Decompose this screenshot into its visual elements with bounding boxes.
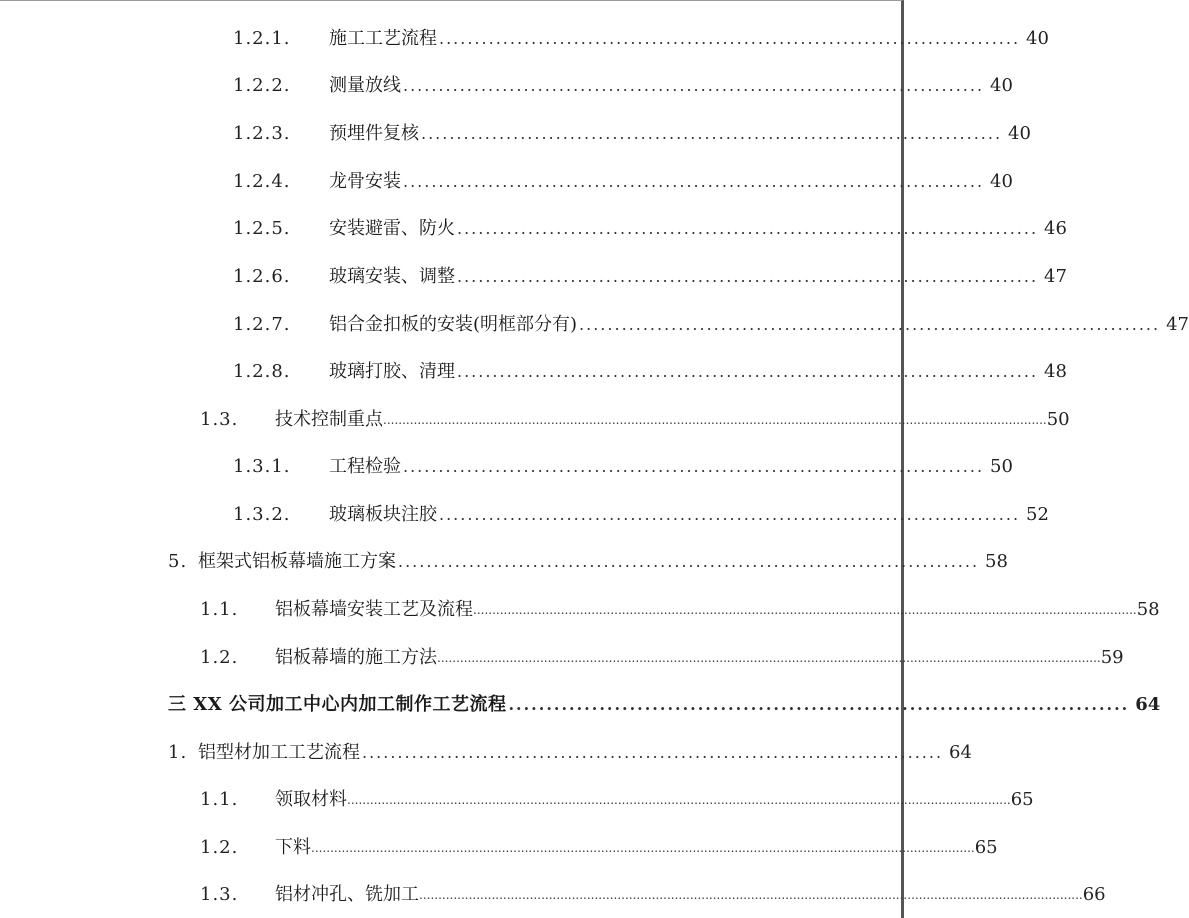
toc-number: 1.2.3. bbox=[233, 123, 291, 144]
toc-title: 测量放线 bbox=[329, 75, 401, 96]
toc-number: 1.2.6. bbox=[233, 266, 291, 287]
toc-leader-dots: .................................................................................. bbox=[457, 267, 1039, 286]
toc-leader-dots: .............................................................................................................................................................................. bbox=[419, 888, 1083, 902]
toc-leader-dots: .............................................................................................................................................................................. bbox=[473, 603, 1137, 617]
toc-title: 铝板幕墙安装工艺及流程 bbox=[275, 599, 473, 620]
toc-page-number: 58 bbox=[985, 551, 1008, 572]
toc-entry[interactable] bbox=[233, 452, 1013, 482]
toc-page-number: 40 bbox=[1026, 28, 1049, 49]
toc-leader-dots: .................................................................................. bbox=[439, 29, 1021, 48]
toc-page-number: 50 bbox=[1046, 409, 1070, 430]
toc-leader-dots: .................................................................................. bbox=[403, 76, 985, 95]
toc-title: 铝合金扣板的安装(明框部分有) bbox=[329, 314, 578, 335]
toc-page-number: 47 bbox=[1166, 314, 1189, 335]
toc-page-number: 65 bbox=[1010, 789, 1034, 810]
toc-page-number: 64 bbox=[949, 742, 972, 763]
toc-title: 三 XX 公司加工中心内加工制作工艺流程 bbox=[168, 694, 507, 715]
toc-leader-dots: .................................................................................. bbox=[508, 695, 1130, 714]
toc-title: 技术控制重点 bbox=[275, 409, 383, 430]
toc-page-number: 46 bbox=[1044, 218, 1067, 239]
toc-entry-heading[interactable] bbox=[168, 690, 1161, 720]
toc-entry[interactable] bbox=[233, 214, 1067, 244]
toc-title: 玻璃安装、调整 bbox=[329, 266, 455, 287]
toc-title: 下料 bbox=[275, 837, 311, 858]
toc-leader-dots: .................................................................................. bbox=[403, 172, 985, 191]
toc-entry[interactable] bbox=[233, 167, 1013, 197]
toc-leader-dots: .................................................................................. bbox=[457, 362, 1039, 381]
toc-title: 框架式铝板幕墙施工方案 bbox=[198, 551, 396, 572]
toc-entry[interactable] bbox=[200, 880, 1106, 910]
toc-number: 1.2.4. bbox=[233, 171, 291, 192]
toc-title: 领取材料 bbox=[275, 789, 347, 810]
toc-title: 工程检验 bbox=[329, 456, 401, 477]
toc-leader-dots: .................................................................................. bbox=[398, 552, 980, 571]
toc-page-number: 47 bbox=[1044, 266, 1067, 287]
toc-number: 1.2.7. bbox=[233, 314, 291, 335]
toc-number: 1.1. bbox=[200, 789, 239, 810]
toc-number: 1.2. bbox=[200, 837, 239, 858]
toc-number: 1.2.5. bbox=[233, 218, 291, 239]
toc-page-number: 40 bbox=[990, 171, 1013, 192]
toc-page-number: 66 bbox=[1082, 884, 1106, 905]
toc-leader-dots: .................................................................................. bbox=[439, 505, 1021, 524]
toc-leader-dots: .................................................................................. bbox=[362, 743, 944, 762]
toc-page-number: 58 bbox=[1136, 599, 1160, 620]
toc-number: 1.3. bbox=[200, 409, 239, 430]
toc-number: 1.3.2. bbox=[233, 504, 291, 525]
toc-title: 玻璃打胶、清理 bbox=[329, 361, 455, 382]
toc-number: 1.2. bbox=[200, 647, 239, 668]
toc-entry[interactable] bbox=[233, 262, 1067, 292]
toc-leader-dots: .............................................................................................................................................................................. bbox=[311, 841, 975, 855]
toc-number: 1.2.1. bbox=[233, 28, 291, 49]
toc-entry[interactable] bbox=[168, 738, 972, 768]
toc-number: 5. bbox=[168, 551, 188, 572]
toc-entry[interactable] bbox=[168, 547, 1008, 577]
toc-leader-dots: .................................................................................. bbox=[579, 315, 1161, 334]
toc-leader-dots: .............................................................................................................................................................................. bbox=[383, 413, 1047, 427]
toc-page-number: 64 bbox=[1135, 694, 1161, 715]
toc-title: 铝材冲孔、铣加工 bbox=[275, 884, 419, 905]
toc-entry[interactable] bbox=[200, 595, 1160, 625]
toc-title: 铝型材加工工艺流程 bbox=[198, 742, 360, 763]
toc-leader-dots: .............................................................................................................................................................................. bbox=[347, 793, 1011, 807]
toc-leader-dots: .................................................................................. bbox=[457, 219, 1039, 238]
toc-title: 铝板幕墙的施工方法 bbox=[275, 647, 437, 668]
toc-number: 1.3. bbox=[200, 884, 239, 905]
toc-page-number: 50 bbox=[990, 456, 1013, 477]
toc-entry[interactable] bbox=[200, 643, 1124, 673]
toc-entry[interactable] bbox=[233, 310, 1189, 340]
toc-leader-dots: .............................................................................................................................................................................. bbox=[437, 651, 1101, 665]
toc-number: 1. bbox=[168, 742, 188, 763]
toc-number: 1.2.8. bbox=[233, 361, 291, 382]
toc-entry[interactable] bbox=[233, 71, 1013, 101]
toc-number: 1.2.2. bbox=[233, 75, 291, 96]
toc-number: 1.3.1. bbox=[233, 456, 291, 477]
toc-page-number: 40 bbox=[990, 75, 1013, 96]
toc-entry[interactable] bbox=[200, 833, 998, 863]
toc-entry[interactable] bbox=[233, 357, 1067, 387]
toc-leader-dots: .................................................................................. bbox=[421, 124, 1003, 143]
toc-title: 预埋件复核 bbox=[329, 123, 419, 144]
toc-entry[interactable] bbox=[233, 119, 1031, 149]
toc-title: 安装避雷、防火 bbox=[329, 218, 455, 239]
toc-title: 龙骨安装 bbox=[329, 171, 401, 192]
toc-entry[interactable] bbox=[233, 500, 1049, 530]
toc-leader-dots: .................................................................................. bbox=[403, 457, 985, 476]
toc-title: 玻璃板块注胶 bbox=[329, 504, 437, 525]
toc-entry[interactable] bbox=[233, 24, 1049, 54]
toc-page-number: 65 bbox=[974, 837, 998, 858]
toc-entry[interactable] bbox=[200, 785, 1034, 815]
toc-page-number: 52 bbox=[1026, 504, 1049, 525]
toc-number: 1.1. bbox=[200, 599, 239, 620]
toc-title: 施工工艺流程 bbox=[329, 28, 437, 49]
toc-page-number: 59 bbox=[1100, 647, 1124, 668]
toc-page-number: 48 bbox=[1044, 361, 1067, 382]
toc-entry[interactable] bbox=[200, 405, 1070, 435]
toc-page-number: 40 bbox=[1008, 123, 1031, 144]
